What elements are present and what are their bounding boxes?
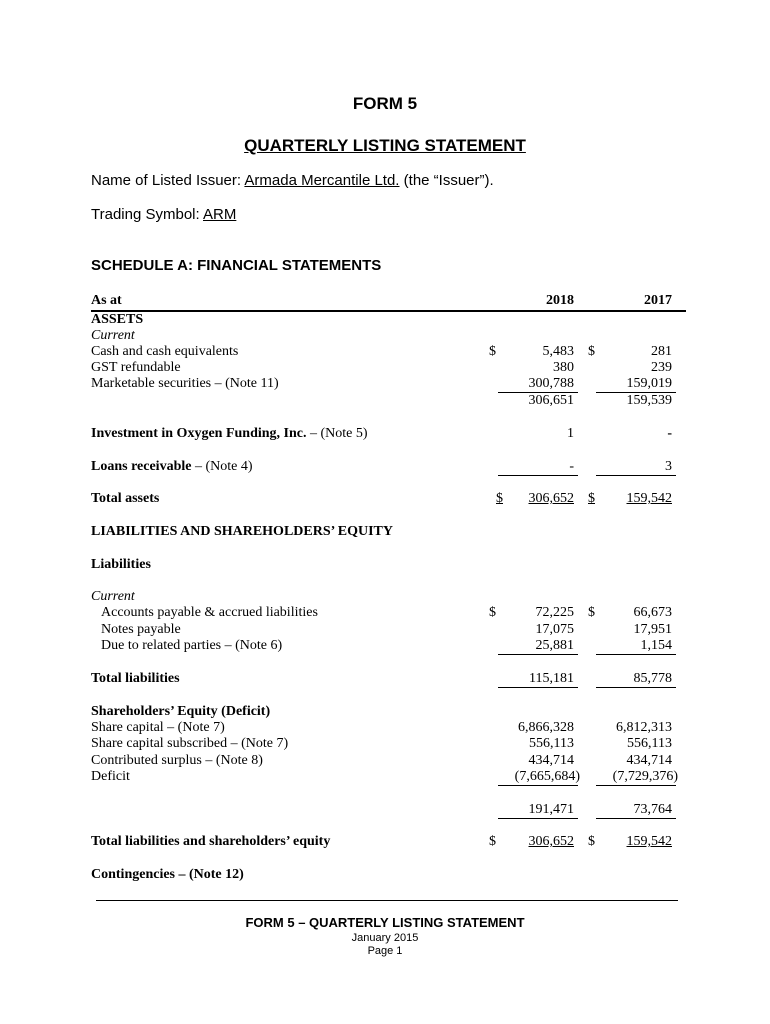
investment-label-note: – (Note 5) [306,426,368,441]
value-2018: 380 [553,360,574,375]
as-at-label: As at [91,293,122,308]
total-liabilities-label: Total liabilities [91,671,180,686]
table-row-label: Share capital – (Note 7) [91,720,225,735]
subtotal-rule [596,475,676,476]
value-2018: (7,665,684) [514,769,580,784]
value-2017: 66,673 [633,605,672,620]
currency-symbol: $ [588,344,595,359]
current-assets-label: Current [91,328,135,343]
investment-label-bold: Investment in Oxygen Funding, Inc. [91,426,307,441]
issuer-label: Name of Listed Issuer: [91,172,245,189]
equity-subtotal-2017: 73,764 [633,802,672,817]
subtotal-2017: 159,539 [626,393,672,408]
symbol-label: Trading Symbol: [91,206,203,223]
value-2017: 17,951 [633,622,672,637]
subtotal-rule [498,654,578,655]
currency-symbol: $ [588,834,595,849]
total-liab-equity-label: Total liabilities and shareholders’ equity [91,834,331,849]
subtotal-rule [596,785,676,786]
value-2017: (7,729,376) [612,769,678,784]
currency-symbol: $ [588,491,595,506]
value-2018: 6,866,328 [518,720,574,735]
table-row-label: Deficit [91,769,130,784]
trading-symbol-line [91,206,236,223]
issuer-line [91,172,494,189]
issuer-suffix: (the “Issuer”). [399,172,494,189]
currency-symbol: $ [489,344,496,359]
table-row-label: Share capital subscribed – (Note 7) [91,736,289,751]
table-row-label: Marketable securities – (Note 11) [91,376,279,391]
value-2018: 556,113 [529,736,574,751]
table-row-label: Accounts payable & accrued liabilities [101,605,318,620]
total-liab-equity-2018: 306,652 [528,834,574,849]
total-rule [596,818,676,819]
total-rule [596,687,676,688]
value-2017: 556,113 [627,736,672,751]
currency-symbol: $ [489,834,496,849]
loans-label-bold: Loans receivable [91,459,192,474]
currency-symbol: $ [588,605,595,620]
issuer-name: Armada Mercantile Ltd. [244,172,400,189]
value-2017: 3 [665,459,672,474]
subtotal-rule [596,654,676,655]
value-2018: - [569,459,574,474]
liabilities-heading: Liabilities [91,557,151,572]
page-number: Page 1 [367,945,403,957]
value-2018: 300,788 [528,376,574,391]
value-2017: 434,714 [626,753,672,768]
subtotal-2018: 306,651 [528,393,574,408]
loans-label-note: – (Note 4) [191,459,253,474]
subtotal-rule [498,475,578,476]
value-2017: 6,812,313 [616,720,672,735]
liabilities-equity-heading: LIABILITIES AND SHAREHOLDERS’ EQUITY [91,524,393,539]
total-assets-label: Total assets [91,491,160,506]
value-2018: 434,714 [528,753,574,768]
value-2018: 25,881 [535,638,574,653]
investment-label [91,426,368,442]
assets-heading: ASSETS [91,312,144,327]
equity-subtotal-2018: 191,471 [528,802,574,817]
value-2017: 1,154 [640,638,672,653]
total-rule [498,687,578,688]
value-2017: 281 [651,344,672,359]
total-rule [498,818,578,819]
footer-date: January 2015 [351,932,419,944]
value-2018: 5,483 [542,344,574,359]
total-liabilities-2018: 115,181 [529,671,574,686]
value-2017: - [667,426,672,441]
value-2017: 159,019 [626,376,672,391]
currency-symbol: $ [489,605,496,620]
table-row-label: Cash and cash equivalents [91,344,239,359]
schedule-title: SCHEDULE A: FINANCIAL STATEMENTS [91,257,382,274]
value-2017: 239 [651,360,672,375]
loans-label [91,459,253,475]
value-2018: 17,075 [535,622,574,637]
footer-title: FORM 5 – QUARTERLY LISTING STATEMENT [245,915,525,930]
header-rule [91,310,686,312]
trading-symbol: ARM [203,206,237,223]
equity-heading: Shareholders’ Equity (Deficit) [91,704,271,719]
table-row-label: Contributed surplus – (Note 8) [91,753,263,768]
subtotal-rule [498,785,578,786]
total-liab-equity-2017: 159,542 [626,834,672,849]
form-title: FORM 5 [352,94,418,113]
total-liabilities-2017: 85,778 [633,671,672,686]
footer-rule [96,900,678,901]
current-liabilities-label: Current [91,589,135,604]
contingencies-note: Contingencies – (Note 12) [91,867,244,882]
value-2018: 1 [567,426,574,441]
currency-symbol: $ [496,491,503,506]
table-row-label: GST refundable [91,360,181,375]
total-assets-2017: 159,542 [626,491,672,506]
total-assets-2018: 306,652 [528,491,574,506]
value-2018: 72,225 [535,605,574,620]
year-2017-header: 2017 [644,293,672,308]
page-title: QUARTERLY LISTING STATEMENT [244,136,526,155]
table-row-label: Notes payable [101,622,181,637]
year-2018-header: 2018 [546,293,574,308]
table-row-label: Due to related parties – (Note 6) [101,638,283,653]
